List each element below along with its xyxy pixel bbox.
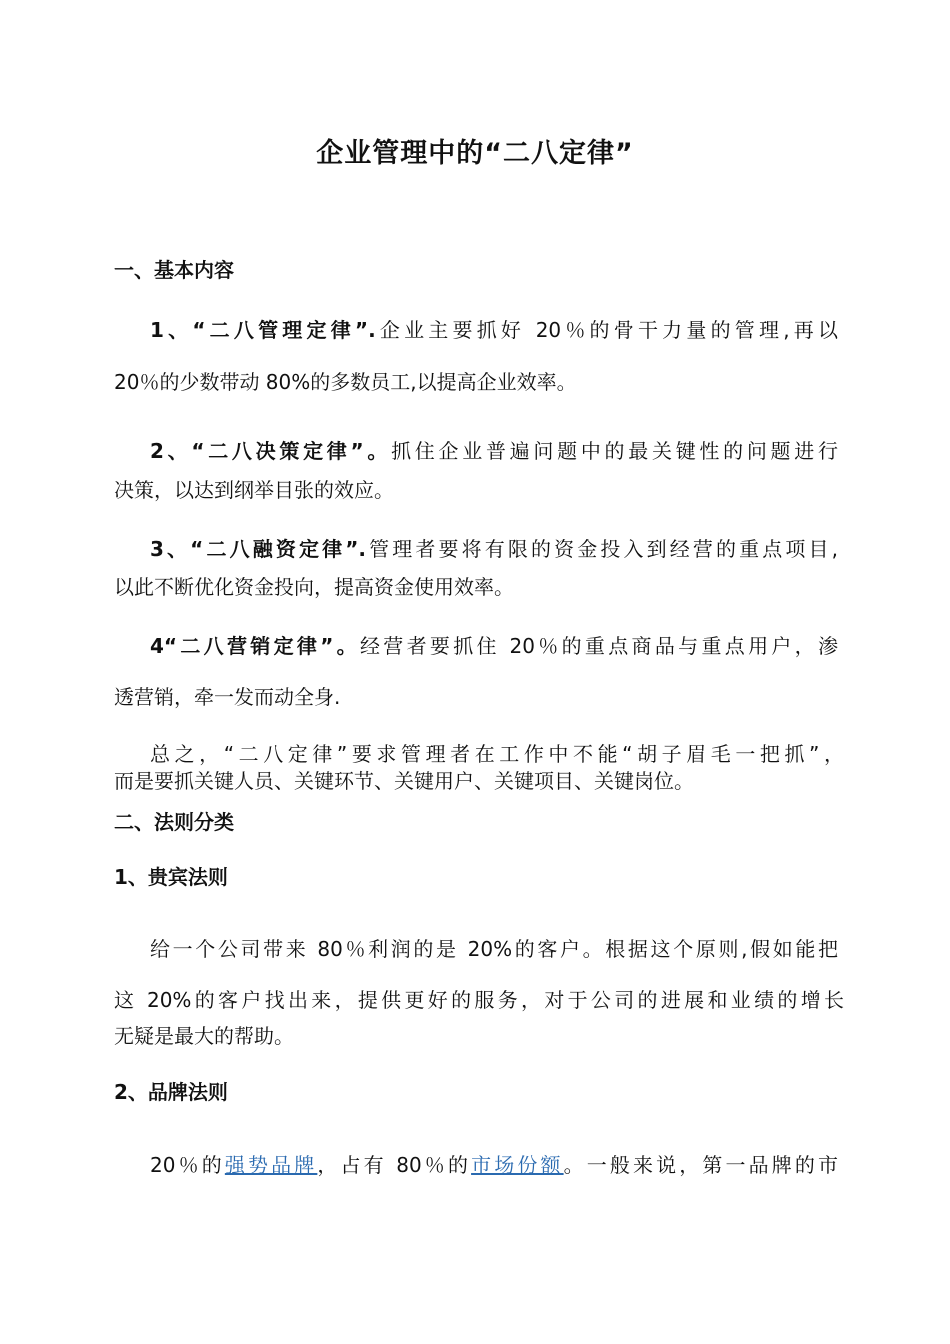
- item2-label: 2、“二八决策定律”。: [150, 439, 392, 463]
- item2-line1: [150, 437, 838, 465]
- section-heading-rule-categories: 二、法则分类: [114, 810, 234, 834]
- rule1-line1: 给一个公司带来 80％利润的是 20%的客户。根据这个原则,假如能把: [150, 937, 838, 961]
- rule2-post-text: 。一般来说，第一品牌的市: [563, 1153, 839, 1177]
- rule2-mid-text: ，占有 80％的: [317, 1153, 472, 1177]
- item2-text-line1: 抓住企业普遍问题中的最关键性的问题进行: [391, 439, 838, 463]
- item2-text-line2: 决策，以达到纲举目张的效应。: [114, 478, 394, 502]
- item1-label: 1、“二八管理定律”.: [150, 318, 376, 342]
- item3-line1: [150, 535, 838, 563]
- rule2-heading: 2、品牌法则: [114, 1080, 228, 1104]
- rule1-heading: 1、贵宾法则: [114, 865, 228, 889]
- rule2-line1: [150, 1151, 838, 1179]
- item4-text-line2: 透营销，牵一发而动全身.: [114, 685, 341, 709]
- item3-label: 3、“二八融资定律”.: [150, 537, 366, 561]
- item4-label: 4“二八营销定律”。: [150, 634, 360, 658]
- section-heading-basic-content: 一、基本内容: [114, 258, 234, 282]
- rule1-line2: 这 20%的客户找出来，提供更好的服务，对于公司的进展和业绩的增长: [114, 988, 844, 1012]
- item1-text-line1: 企业主要抓好 20％的骨干力量的管理,再以: [375, 318, 838, 342]
- item3-text-line1: 管理者要将有限的资金投入到经营的重点项目,: [365, 537, 838, 561]
- summary-line2: 而是要抓关键人员、关键环节、关键用户、关键项目、关键岗位。: [114, 769, 694, 793]
- rule1-line3: 无疑是最大的帮助。: [114, 1024, 294, 1048]
- rule2-pre-text: 20％的: [150, 1153, 225, 1177]
- strong-brand-link[interactable]: 强势品牌: [224, 1153, 318, 1177]
- document-title: 企业管理中的“二八定律”: [316, 138, 634, 169]
- market-share-link[interactable]: 市场份额: [471, 1153, 564, 1177]
- item3-text-line2: 以此不断优化资金投向，提高资金使用效率。: [114, 575, 514, 599]
- summary-line1: 总之，“二八定律”要求管理者在工作中不能“胡子眉毛一把抓”，: [150, 742, 844, 766]
- item1-line1: [150, 316, 838, 344]
- item4-line1: [150, 632, 838, 660]
- item4-text-line1: 经营者要抓住 20％的重点商品与重点用户，渗: [360, 634, 838, 658]
- item1-text-line2: 20％的少数带动 80%的多数员工,以提高企业效率。: [114, 370, 577, 394]
